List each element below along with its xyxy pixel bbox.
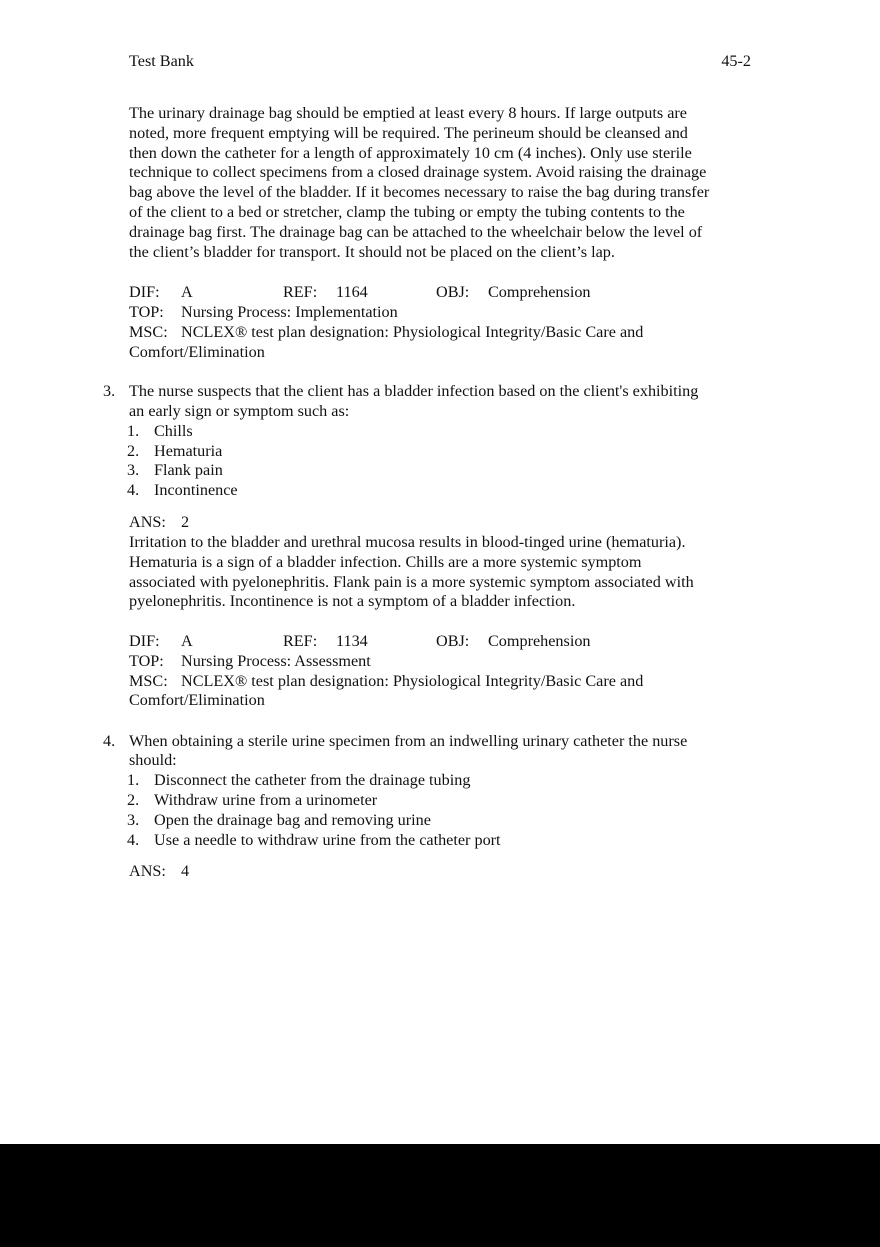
option-text: Hematuria: [154, 442, 223, 460]
dif-value: A: [181, 632, 193, 650]
q2-rationale: [129, 104, 754, 262]
question-stem-line: an early sign or symptom such as:: [129, 402, 350, 420]
header-title: Test Bank: [129, 52, 194, 70]
option-number: 3.: [127, 811, 140, 829]
rationale-line: of the client to a bed or stretcher, clamp the tubing or empty the tubing contents to the: [129, 202, 685, 221]
obj-label: OBJ:: [436, 632, 470, 650]
ref-label: REF:: [283, 632, 318, 650]
option-number: 4.: [127, 831, 140, 849]
page-number: 45-2: [721, 52, 751, 70]
option-number: 1.: [127, 422, 140, 440]
rationale-line: Hematuria is a sign of a bladder infection. Chills are a more systemic symptom: [129, 552, 642, 571]
option-text: Open the drainage bag and removing urine: [154, 811, 431, 829]
top-value: Nursing Process: Assessment: [181, 652, 371, 670]
question-stem-line: When obtaining a sterile urine specimen from an indwelling urinary catheter the nurse: [129, 732, 688, 750]
msc-label: MSC:: [129, 672, 168, 690]
rationale-line: then down the catheter for a length of approximately 10 cm (4 inches). Only use sterile: [129, 143, 692, 162]
option-text: Incontinence: [154, 481, 238, 499]
msc-label: MSC:: [129, 323, 168, 341]
rationale-line: technique to collect specimens from a closed drainage system. Avoid raising the drainage: [129, 163, 707, 182]
q3-rationale: [129, 533, 754, 612]
answer-label: ANS:: [129, 513, 166, 531]
answer-value: 2: [181, 513, 190, 531]
question-stem-line: The nurse suspects that the client has a bladder infection based on the client's exhibiting: [129, 382, 699, 400]
ref-label: REF:: [283, 283, 318, 301]
dif-label: DIF:: [129, 283, 160, 301]
rationale-line: The urinary drainage bag should be emptied at least every 8 hours. If large outputs are: [129, 104, 687, 122]
rationale-line: the client’s bladder for transport. It should not be placed on the client’s lap.: [129, 242, 615, 261]
ref-value: 1134: [336, 632, 368, 650]
rationale-line: drainage bag first. The drainage bag can be attached to the wheelchair below the level of: [129, 222, 703, 241]
option-number: 2.: [127, 791, 140, 809]
option-number: 3.: [127, 461, 140, 479]
dif-label: DIF:: [129, 632, 160, 650]
option-text: Withdraw urine from a urinometer: [154, 791, 378, 809]
dif-value: A: [181, 283, 193, 301]
ref-value: 1164: [336, 283, 368, 301]
option-number: 4.: [127, 481, 140, 499]
option-text: Disconnect the catheter from the drainage tubing: [154, 771, 471, 789]
answer-label: ANS:: [129, 862, 166, 880]
top-label: TOP:: [129, 303, 164, 321]
obj-value: Comprehension: [488, 283, 591, 301]
black-letterbox-band: [0, 1144, 880, 1247]
option-text: Use a needle to withdraw urine from the catheter port: [154, 831, 501, 849]
question-number: 3.: [103, 382, 116, 400]
obj-label: OBJ:: [436, 283, 470, 301]
answer-value: 4: [181, 862, 190, 880]
top-label: TOP:: [129, 652, 164, 670]
obj-value: Comprehension: [488, 632, 591, 650]
msc-value: NCLEX® test plan designation: Physiological Integrity/Basic Care and: [181, 323, 644, 341]
msc-value-cont: Comfort/Elimination: [129, 343, 265, 361]
rationale-line: bag above the level of the bladder. If it becomes necessary to raise the bag during transfer: [129, 183, 710, 202]
rationale-line: Irritation to the bladder and urethral mucosa results in blood-tinged urine (hematuria).: [129, 533, 686, 551]
option-text: Flank pain: [154, 461, 223, 479]
rationale-line: associated with pyelonephritis. Flank pain is a more systemic symptom associated with: [129, 572, 694, 591]
option-number: 2.: [127, 442, 140, 460]
rationale-line: noted, more frequent emptying will be required. The perineum should be cleansed and: [129, 123, 688, 142]
option-number: 1.: [127, 771, 140, 789]
msc-value-cont: Comfort/Elimination: [129, 691, 265, 709]
option-text: Chills: [154, 422, 193, 440]
msc-value: NCLEX® test plan designation: Physiological Integrity/Basic Care and: [181, 672, 644, 690]
rationale-line: pyelonephritis. Incontinence is not a symptom of a bladder infection.: [129, 592, 576, 611]
question-number: 4.: [103, 732, 116, 750]
question-stem-line: should:: [129, 751, 177, 769]
top-value: Nursing Process: Implementation: [181, 303, 398, 321]
